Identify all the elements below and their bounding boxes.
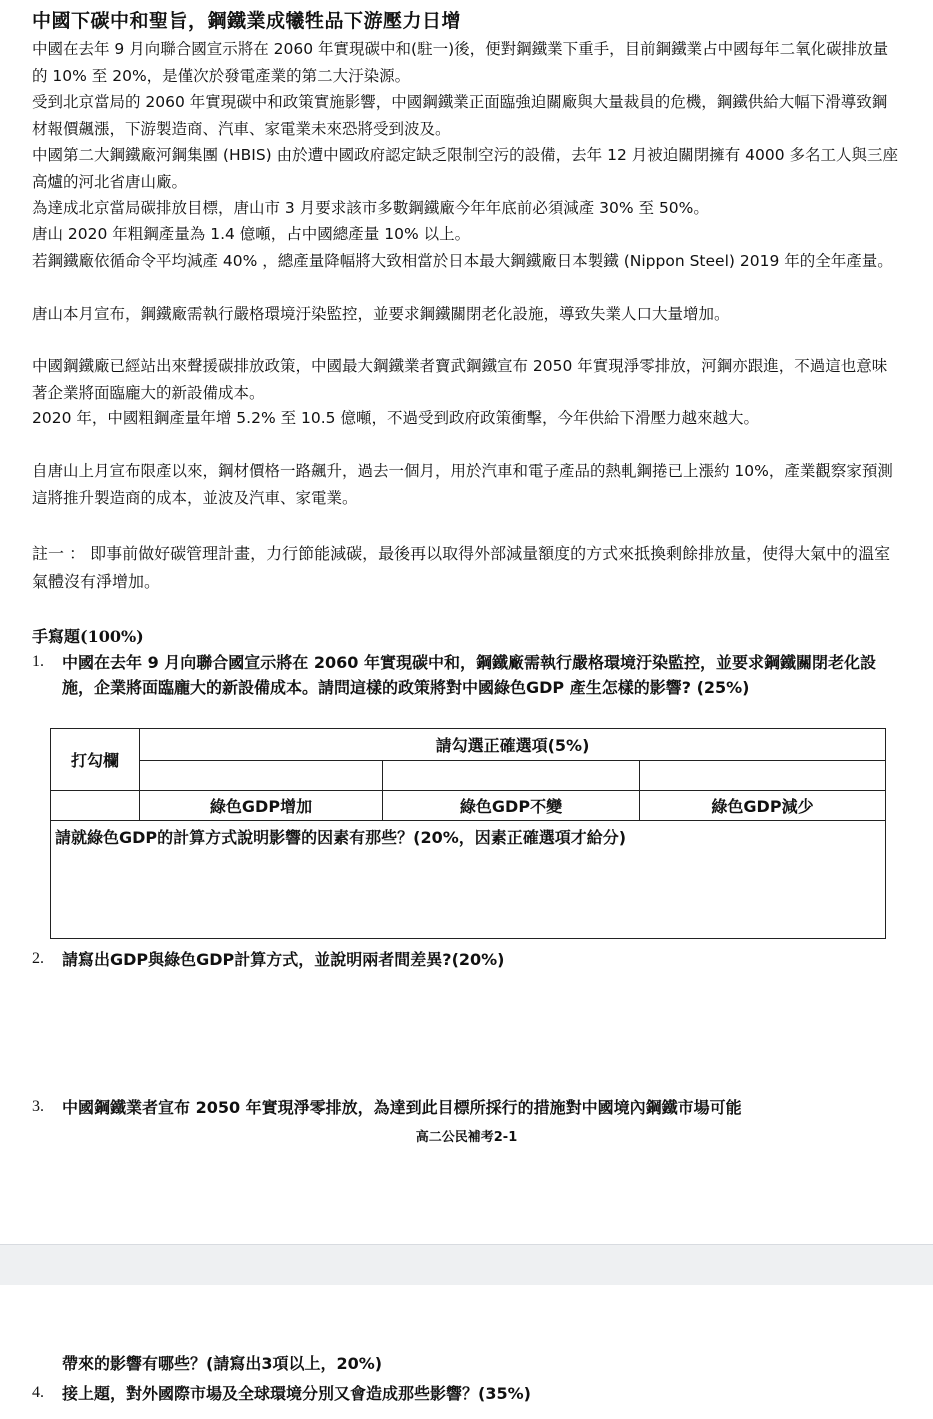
question-3-text: 中國鋼鐵業者宣布 2050 年實現淨零排放，為達到此目標所採行的措施對中國境內鋼鐵市場可能 xyxy=(62,1098,742,1117)
paragraph-7: 唐山本月宣布，鋼鐵廠需執行嚴格環境汙染監控，並要求鋼鐵關閉老化設施，導致失業人口大量增加。 xyxy=(32,305,730,323)
paragraph-1: 中國在去年 9 月向聯合國宣示將在 2060 年實現碳中和(駐一)後，便對鋼鐵業下重手，目前鋼鐵業占中國每年二氧化碳排放量的 10% 至 20%，是僅次於發電產業的第二大汙染源。 xyxy=(32,40,889,85)
document-title: 中國下碳中和聖旨，鋼鐵業成犧牲品下游壓力日增 xyxy=(32,10,462,32)
question-3-number: 3. xyxy=(32,1098,44,1115)
paragraph-5: 唐山 2020 年粗鋼產量為 1.4 億噸，占中國總產量 10% 以上。 xyxy=(32,225,471,243)
paragraph-6: 若鋼鐵廠依循命令平均減產 40% ，總產量降幅將大致相當於日本最大鋼鐵廠日本製鐵 (Nippon Steel) 2019 年的全年產量。 xyxy=(32,252,893,270)
page-separator xyxy=(0,1244,933,1286)
section-title: 手寫題(100%) xyxy=(32,627,144,646)
footnote: 註一 ： 即事前做好碳管理計畫，力行節能減碳，最後再以取得外部減量額度的方式來抵換剩餘排放量，使得大氣中的溫室氣體沒有淨增加。 xyxy=(32,544,891,591)
empty-label-cell xyxy=(51,791,140,821)
option-decrease: 綠色GDP減少 xyxy=(640,791,886,821)
question-3-continued: 帶來的影響有哪些？(請寫出3項以上，20%) xyxy=(62,1354,383,1373)
followup-question: 請就綠色GDP的計算方式說明影響的因素有那些？(20%，因素正確選項才給分) xyxy=(55,828,627,847)
question-1-text: 中國在去年 9 月向聯合國宣示將在 2060 年實現碳中和，鋼鐵廠需執行嚴格環境汙染監控，並要求鋼鐵關閉老化設施，企業將面臨龐大的新設備成本。請問這樣的政策將對中國綠色GDP 產生怎樣的影響? (25%) xyxy=(62,653,876,697)
followup-answer-area[interactable] xyxy=(51,821,886,939)
question-2-text: 請寫出GDP與綠色GDP計算方式，並說明兩者間差異?(20%) xyxy=(62,950,505,969)
page-footer: 高二公民補考2-1 xyxy=(415,1130,518,1145)
page-2 xyxy=(0,1285,933,1419)
paragraph-10: 自唐山上月宣布限產以來，鋼材價格一路飆升，過去一個月，用於汽車和電子產品的熱軋鋼捲已上漲約 10%，產業觀察家預測這將推升製造商的成本，並波及汽車、家電業。 xyxy=(32,462,893,507)
option-unchanged: 綠色GDP不變 xyxy=(383,791,640,821)
checkbox-cell-increase[interactable] xyxy=(140,761,383,791)
option-increase: 綠色GDP增加 xyxy=(140,791,383,821)
answer-table xyxy=(50,728,886,939)
paragraph-2: 受到北京當局的 2060 年實現碳中和政策實施影響，中國鋼鐵業正面臨強迫關廠與大量裁員的危機，鋼鐵供給大幅下滑導致鋼材報價飆漲，下游製造商、汽車、家電業未來恐將受到波及。 xyxy=(32,93,888,138)
question-2-number: 2. xyxy=(32,950,44,967)
question-4-number: 4. xyxy=(32,1384,44,1401)
checkbox-cell-decrease[interactable] xyxy=(640,761,886,791)
paragraph-9: 2020 年，中國粗鋼產量年增 5.2% 至 10.5 億噸，不過受到政府政策衝擊，今年供給下滑壓力越來越大。 xyxy=(32,409,759,427)
question-1-number: 1. xyxy=(32,653,44,670)
question-4-text: 接上題，對外國際市場及全球環境分別又會造成那些影響？(35%) xyxy=(62,1384,531,1403)
checkbox-column-label: 打勾欄 xyxy=(51,729,140,791)
table-header: 請勾選正確選項(5%) xyxy=(140,729,886,761)
checkbox-cell-unchanged[interactable] xyxy=(383,761,640,791)
paragraph-8: 中國鋼鐵廠已經站出來聲援碳排放政策，中國最大鋼鐵業者寶武鋼鐵宣布 2050 年實現淨零排放，河鋼亦跟進，不過這也意味著企業將面臨龐大的新設備成本。 xyxy=(32,357,888,402)
paragraph-4: 為達成北京當局碳排放目標，唐山市 3 月要求該市多數鋼鐵廠今年年底前必須減產 30% 至 50%。 xyxy=(32,199,709,217)
paragraph-3: 中國第二大鋼鐵廠河鋼集團 (HBIS) 由於遭中國政府認定缺乏限制空污的設備，去年 12 月被迫關閉擁有 4000 多名工人與三座高爐的河北省唐山廠。 xyxy=(32,146,899,191)
